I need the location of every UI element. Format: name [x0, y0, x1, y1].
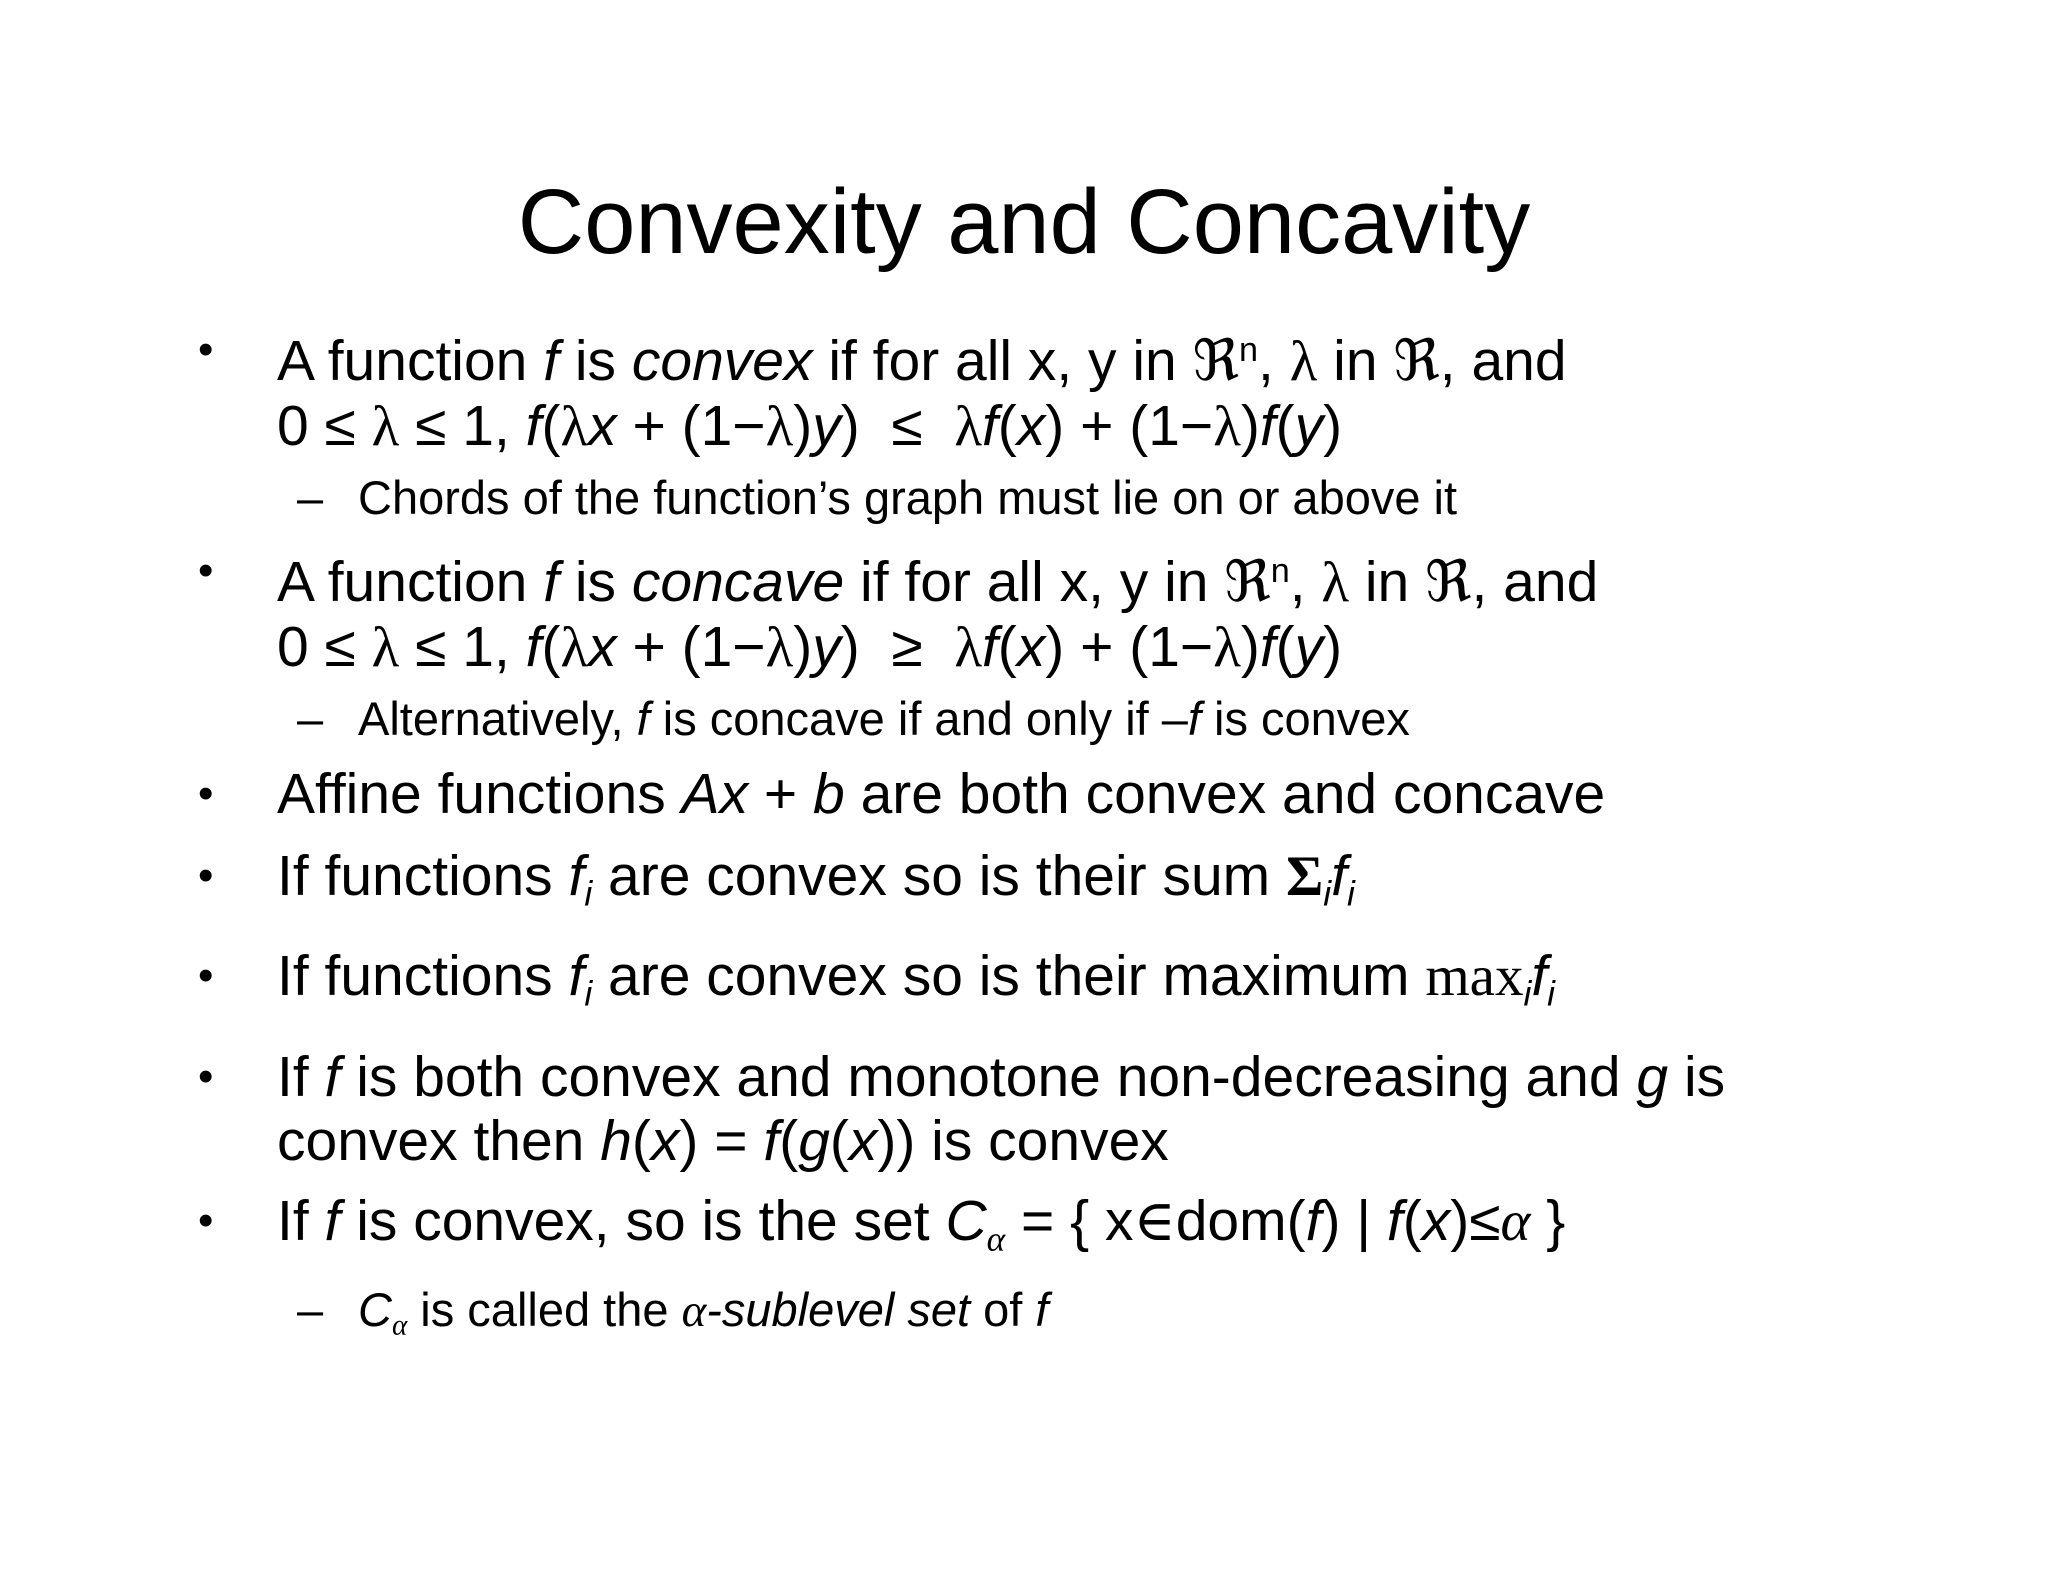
bullet-sublevel-set: • If f is convex, so is the set $C_\alpha$ = { x∈dom(f) | f(x)≤α }	[198, 1188, 1566, 1259]
sub-bullet-concave-alternative: – Alternatively, f is concave if and only if –f is convex	[0, 690, 2048, 748]
bullet-dot: •	[198, 768, 214, 818]
bullet-dot: •	[198, 1051, 214, 1101]
bullet-dot: •	[198, 1195, 214, 1245]
sub-bullet-sublevel-name: – $C_\alpha$ is called the α-sublevel set of f	[297, 1283, 1049, 1343]
bullet-dot: •	[198, 325, 214, 374]
bullet-sum: • If functions $f_i$ are convex so is their sum $\Sigma_if_i$	[198, 843, 1355, 914]
bullet-convex-definition: • A function f is convex if for all x, y in ℜ$^n$, λ in ℜ, and 0 ≤ λ ≤ 1, f(λx + (1−λ)y) ≤ λf(x) + (1−λ)f(y)	[0, 318, 2048, 459]
sub-bullet-dash: –	[297, 1283, 324, 1337]
slide-content	[0, 318, 2048, 1355]
bullet-affine: • Affine functions Ax + b are both convex and concave	[198, 761, 1606, 826]
bullet-dot: •	[198, 951, 214, 1001]
sub-bullet-dash: –	[297, 470, 324, 524]
sub-bullet-chords: – Chords of the function’s graph must lie on or above it	[0, 469, 2048, 527]
bullet-dot: •	[198, 850, 214, 900]
bullet-dot: •	[198, 545, 214, 595]
sub-bullet-dash: –	[297, 691, 324, 745]
bullet-composition: • If f is both convex and monotone non-decreasing and g is convex then h(x) = f(g(x)) is convex	[198, 1044, 1726, 1173]
bullet-concave-definition: • A function f is concave if for all x, y in ℜ$^n$, λ in ℜ, and 0 ≤ λ ≤ 1, f(λx + (1−λ)y) ≥ λf(x) + (1−λ)f(y)	[0, 539, 2048, 680]
bullet-maximum: • If functions $f_i$ are convex so is their maximum $\max_if_i$	[198, 944, 1556, 1014]
slide-title: Convexity and Concavity	[517, 171, 1531, 273]
